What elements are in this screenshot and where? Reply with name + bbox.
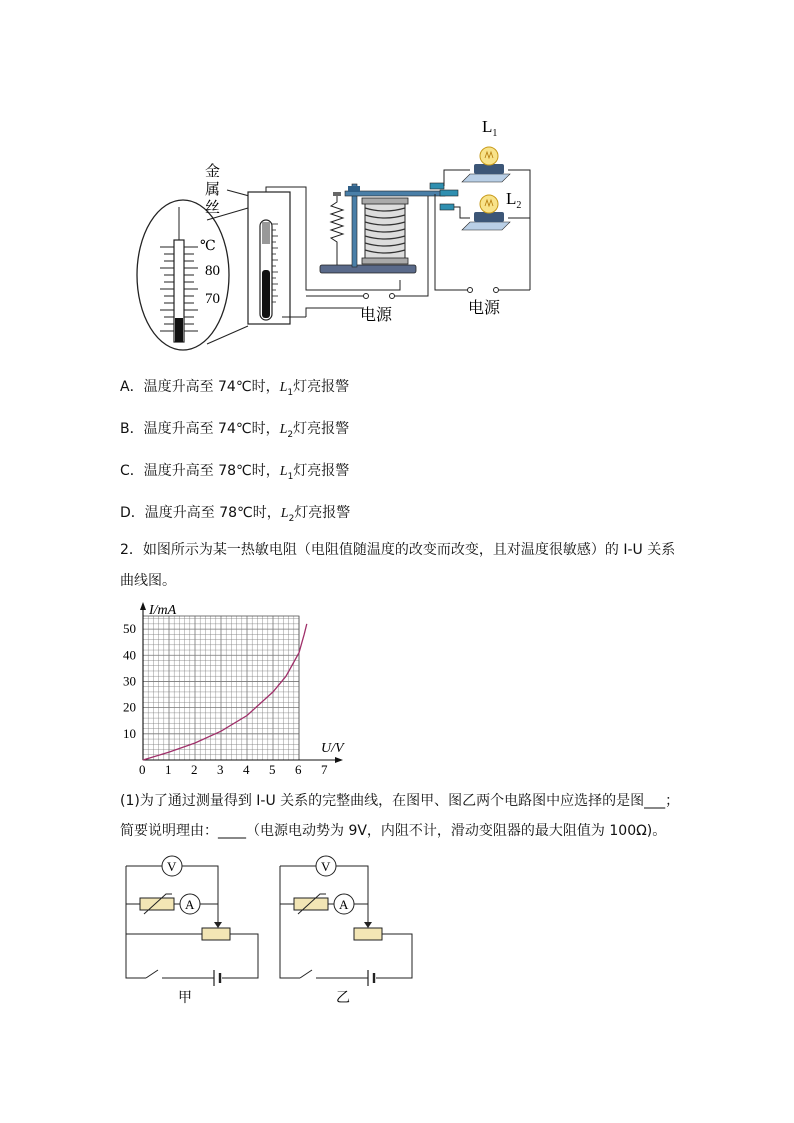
scale-unit: ℃ <box>200 239 216 254</box>
y-tick-label: 40 <box>123 647 136 663</box>
y-tick-label: 30 <box>123 673 136 689</box>
option-lamp: L <box>279 380 288 395</box>
chart-axes <box>140 602 343 763</box>
question2-line1: 2．如图所示为某一热敏电阻（电阻值随温度的改变而改变，且对温度很敏感）的 I-U 关系 <box>120 542 676 558</box>
rheostat <box>202 928 230 940</box>
thermistor <box>140 898 174 910</box>
y-axis-label: I/mA <box>149 603 177 618</box>
option-lamp-sub: 1 <box>287 387 294 398</box>
power-label-1: 电源 <box>360 305 393 324</box>
iu-chart <box>118 600 358 780</box>
y-tick-label: 50 <box>123 621 136 637</box>
question2-sub1: (1)为了通过测量得到 I-U 关系的完整曲线，在图甲、图乙两个电路图中应选择的是图___； <box>120 793 680 809</box>
option-text: 温度升高至 74℃时， <box>143 421 280 437</box>
relay-base <box>320 265 416 273</box>
option-letter: A． <box>120 379 144 395</box>
x-tick-label: 0 <box>139 762 146 777</box>
lamp2-bulb <box>480 195 498 213</box>
wire-label-3: 丝 <box>205 198 221 216</box>
option-letter: C． <box>120 463 144 479</box>
y-tick-label: 20 <box>123 699 136 715</box>
option-lamp: L <box>279 422 288 437</box>
question2-line2: 曲线图。 <box>120 573 176 589</box>
ammeter-label: A <box>185 897 195 912</box>
x-tick-label: 7 <box>321 762 328 777</box>
option-d[interactable] <box>120 504 350 528</box>
option-lamp: L <box>280 506 289 521</box>
option-tail: 灯亮报警 <box>293 463 350 479</box>
option-text: 温度升高至 74℃时， <box>143 379 280 395</box>
x-tick-label: 4 <box>243 762 250 777</box>
option-b[interactable] <box>120 420 349 444</box>
relay-alarm-figure <box>130 112 540 357</box>
option-tail: 灯亮报警 <box>293 421 350 437</box>
voltmeter-label: V <box>167 859 177 874</box>
x-tick-label: 5 <box>269 762 276 777</box>
power-label-2: 电源 <box>468 298 501 317</box>
option-text: 温度升高至 78℃时， <box>143 463 280 479</box>
option-tail: 灯亮报警 <box>294 505 351 521</box>
lamp1-bulb <box>480 147 498 165</box>
x-tick-label: 1 <box>165 762 172 777</box>
voltmeter-label: V <box>321 859 331 874</box>
option-letter: B． <box>120 421 144 437</box>
option-a[interactable] <box>120 378 349 402</box>
option-tail: 灯亮报警 <box>293 379 350 395</box>
lamp1-label: $L_1$ <box>482 117 498 139</box>
scale-80: 80 <box>205 263 220 279</box>
rheostat <box>354 928 382 940</box>
option-lamp-sub: 2 <box>288 513 295 524</box>
x-tick-label: 6 <box>295 762 302 777</box>
option-lamp-sub: 1 <box>287 471 294 482</box>
thermistor <box>294 898 328 910</box>
wire-label-1: 金 <box>205 162 221 180</box>
label-yi: 乙 <box>336 990 350 1006</box>
ammeter-label: A <box>339 897 349 912</box>
y-tick-label: 10 <box>123 725 136 741</box>
lamp2-label: $L_2$ <box>506 189 522 211</box>
x-axis-label: U/V <box>321 741 344 756</box>
option-lamp-sub: 2 <box>287 429 294 440</box>
circuit-yi <box>272 850 422 1010</box>
option-text: 温度升高至 78℃时， <box>144 505 281 521</box>
label-jia: 甲 <box>178 990 192 1006</box>
x-tick-label: 2 <box>191 762 198 777</box>
option-letter: D． <box>120 505 145 521</box>
question2-sub2: 简要说明理由：____（电源电动势为 9V，内阻不计，滑动变阻器的最大阻值为 100Ω)。 <box>120 823 667 839</box>
option-lamp: L <box>279 464 288 479</box>
scale-70: 70 <box>205 291 220 307</box>
x-tick-label: 3 <box>217 762 224 777</box>
option-c[interactable] <box>120 462 349 486</box>
wire-label-2: 属 <box>205 180 221 198</box>
circuit-jia <box>118 850 268 1010</box>
